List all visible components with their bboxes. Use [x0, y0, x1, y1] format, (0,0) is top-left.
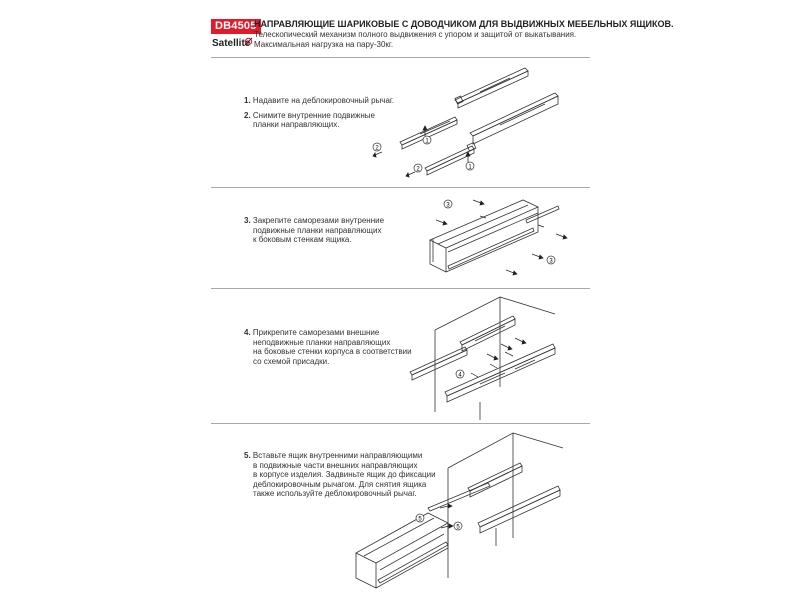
callout-4 — [456, 370, 464, 379]
step-line: к боковым стенкам ящика. — [253, 235, 352, 244]
callout-3 — [444, 200, 452, 209]
step-line: также используйте деблокировочный рычаг. — [253, 489, 417, 498]
step-line: Снимите внутренние подвижные — [252, 110, 375, 120]
step-line: со схемой присадки. — [253, 356, 330, 366]
step-4 — [244, 328, 414, 366]
step-line: на боковые стенки корпуса в соответствии — [253, 347, 412, 356]
subtitle-line: Телескопический механизм полного выдвижения с упором и защитой от выкатывания. — [254, 30, 577, 39]
svg-text:2: 2 — [416, 166, 420, 173]
callout-2 — [414, 164, 422, 173]
step-line: Закрепите саморезами внутренние — [252, 216, 385, 225]
step-number: 1. — [244, 96, 251, 105]
subtitle-line: Максимальная нагрузка на пару-30кг. — [254, 40, 394, 49]
svg-text:4: 4 — [458, 372, 462, 379]
brand-name: Satellite — [212, 38, 251, 49]
step-number: 4. — [244, 328, 251, 337]
screw-icon — [436, 200, 567, 275]
svg-text:5: 5 — [418, 516, 422, 523]
callout-5 — [454, 522, 462, 531]
step-4-text — [244, 328, 414, 371]
cabinet-rail-illustration — [405, 292, 590, 420]
svg-text:3: 3 — [549, 258, 553, 265]
step-line: в корпусе изделия. Задвиньте ящик до фиксации — [253, 470, 436, 479]
step-3 — [244, 216, 414, 245]
callout-2 — [373, 143, 381, 152]
step-line: деблокировочным рычагом. Для снятия ящика — [253, 479, 427, 489]
satellite-icon — [244, 37, 253, 46]
header — [211, 16, 674, 60]
step-number: 2. — [244, 110, 251, 120]
svg-text:1: 1 — [468, 164, 472, 171]
step-line: планки направляющих. — [253, 120, 340, 129]
svg-text:2: 2 — [375, 145, 379, 152]
drawer-mounting-illustration — [418, 192, 588, 282]
step-number: 5. — [244, 451, 251, 460]
arrow-icon — [440, 504, 453, 528]
callout-1 — [466, 162, 474, 171]
step-3-text — [244, 216, 414, 250]
section-divider — [211, 423, 590, 424]
callout-3 — [547, 256, 555, 265]
svg-text:5: 5 — [456, 524, 460, 531]
svg-text:1: 1 — [425, 138, 429, 145]
step-line: Вставьте ящик внутренними направляющими — [252, 451, 423, 460]
svg-text:3: 3 — [446, 202, 450, 209]
step-line: неподвижные планки направляющих — [253, 337, 391, 347]
drawer-insertion-illustration — [348, 428, 590, 598]
rail-removal-illustration — [360, 60, 590, 185]
screw-icon — [471, 338, 526, 377]
step-line: Надавите на деблокировочный рычаг. — [252, 96, 395, 105]
document-title: НАПРАВЛЯЮЩИЕ ШАРИКОВЫЕ С ДОВОДЧИКОМ ДЛЯ ВЫДВИЖНЫХ МЕБЕЛЬНЫХ ЯЩИКОВ. — [254, 19, 674, 29]
callout-1 — [423, 136, 431, 145]
section-divider — [211, 187, 590, 188]
step-number: 3. — [244, 216, 251, 225]
section-divider — [211, 288, 590, 289]
document-subtitle — [254, 30, 614, 50]
step-line: подвижные планки направляющих — [253, 225, 382, 235]
product-code-badge: DB4505 — [211, 19, 261, 34]
section-divider — [211, 57, 590, 58]
step-line: в подвижные части внешних направляющих — [253, 460, 418, 470]
callout-5 — [416, 514, 424, 523]
step-line: Прикрепите саморезами внешние — [252, 328, 380, 337]
